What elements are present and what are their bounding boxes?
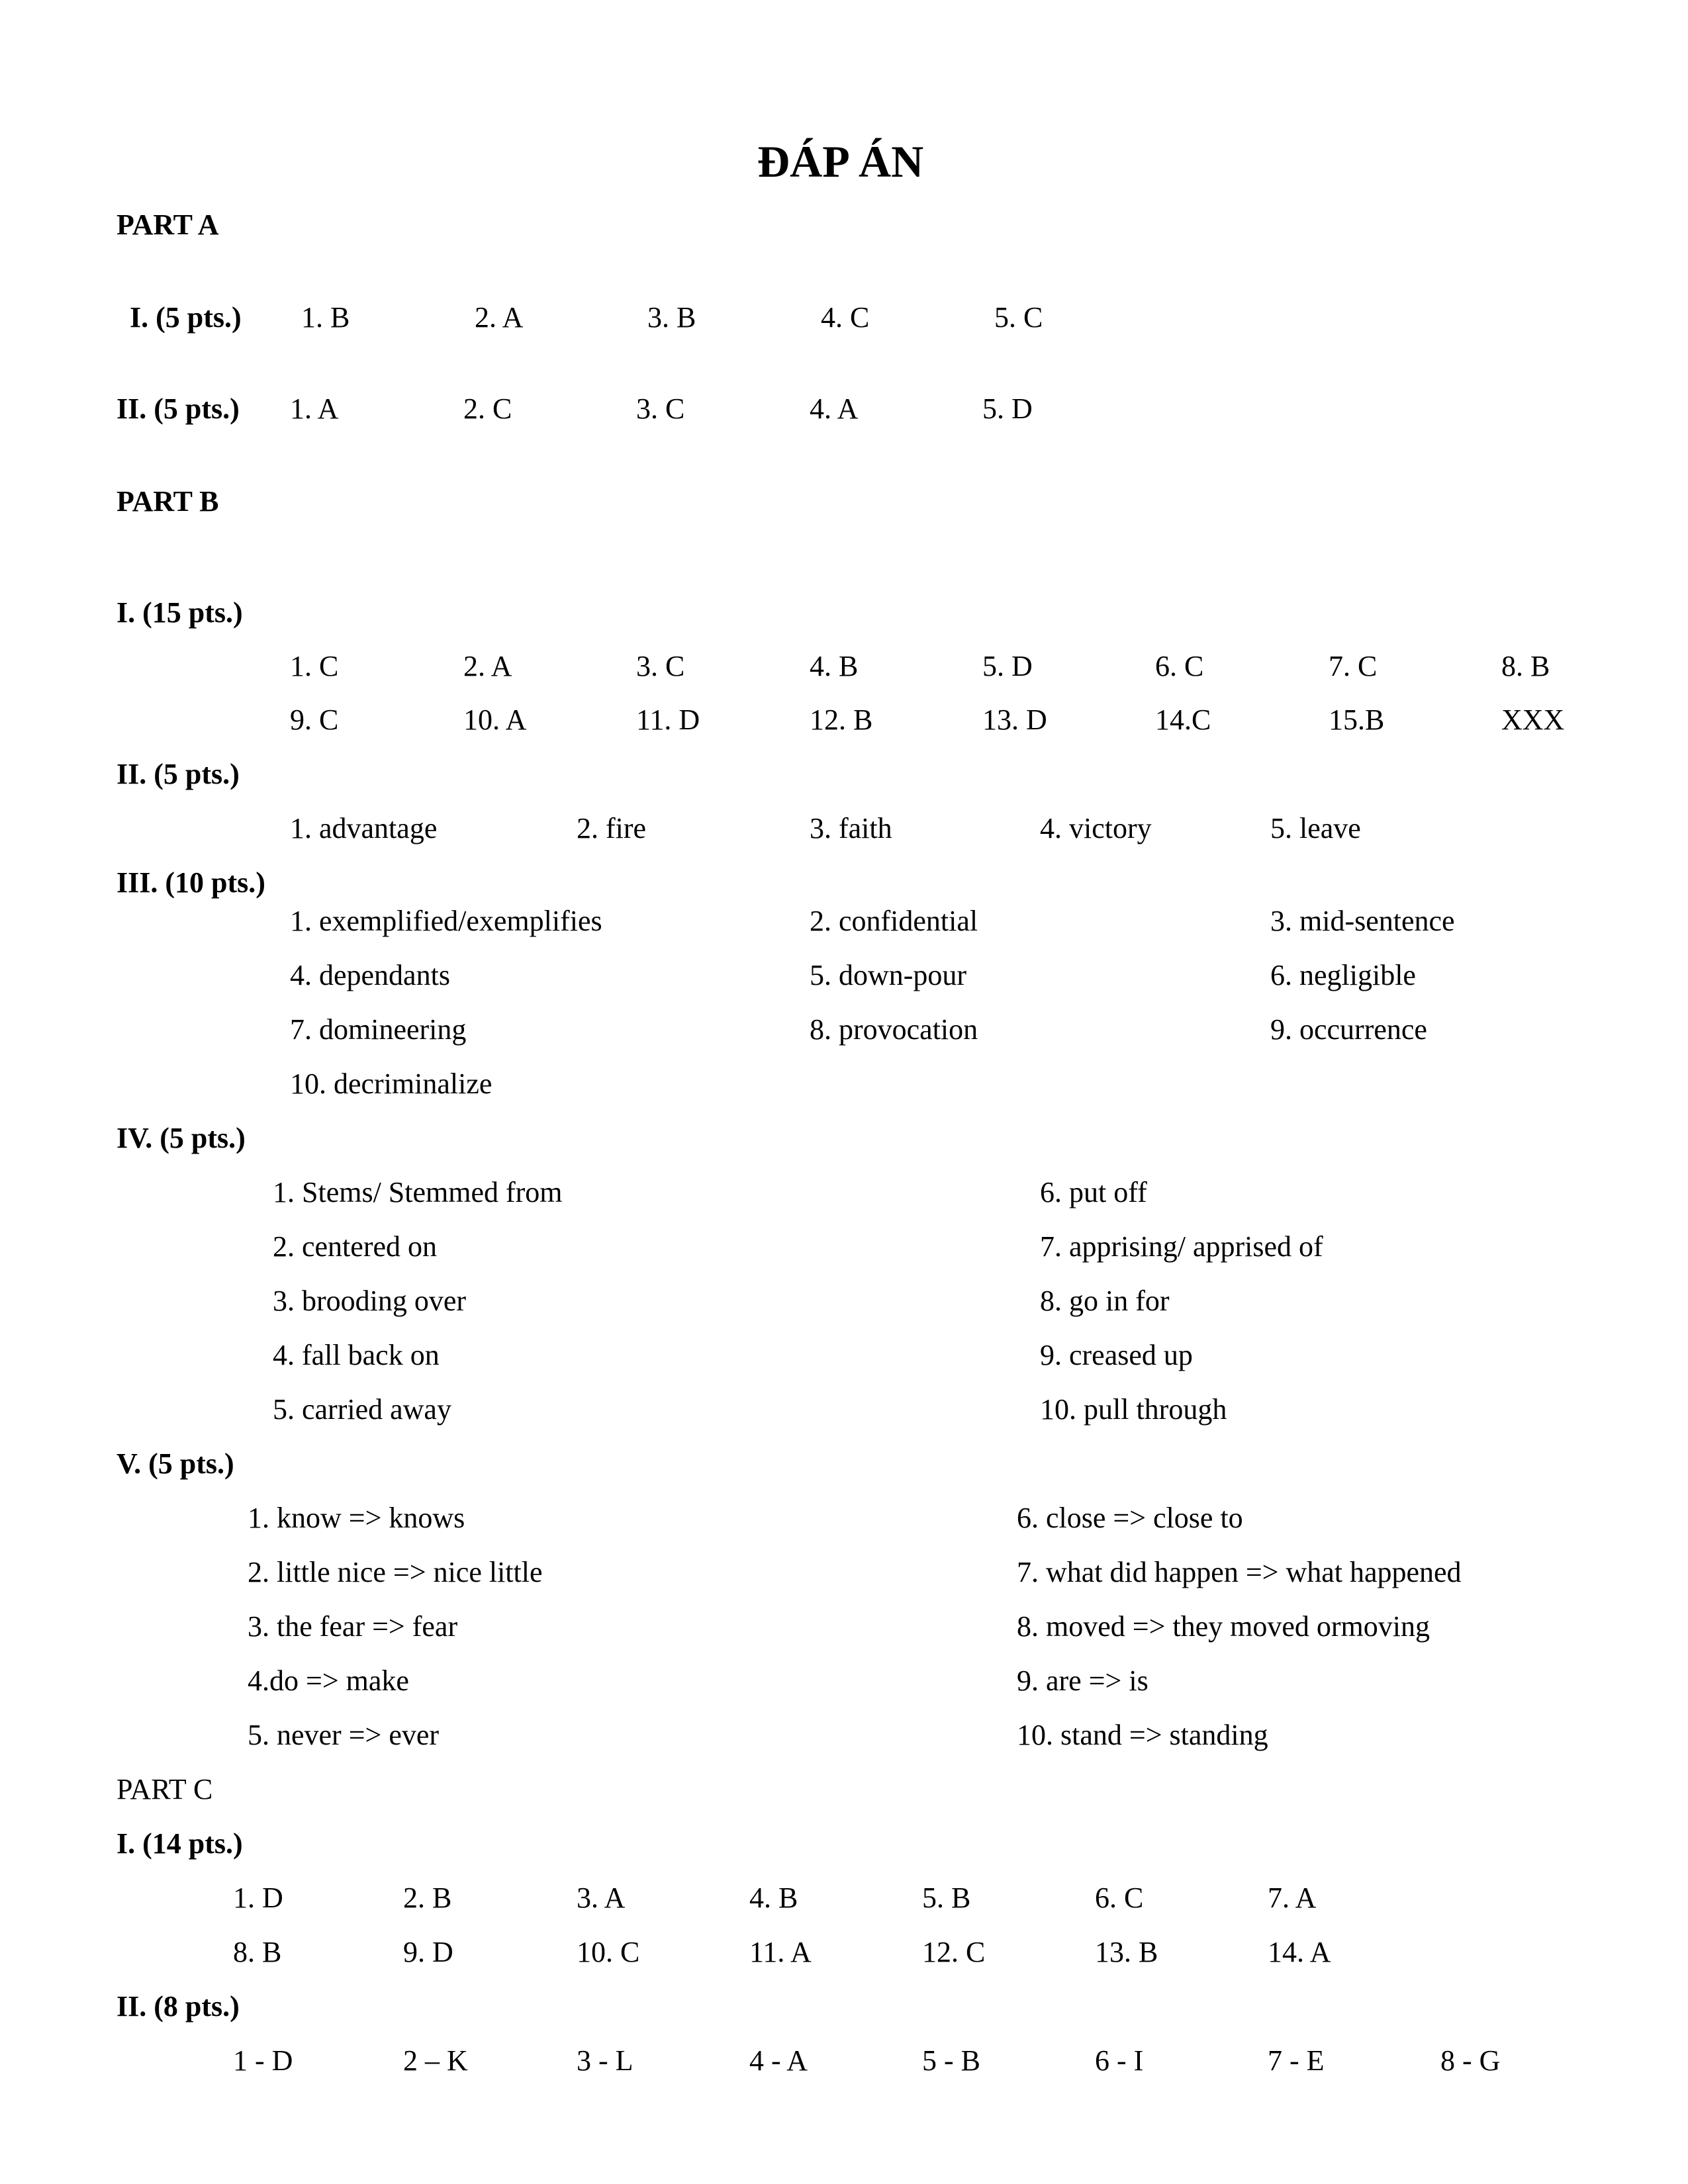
answer: 10. pull through	[1040, 1393, 1227, 1426]
answer: 6. put off	[1040, 1176, 1147, 1208]
answer: 4. A	[810, 392, 859, 425]
part-a-section-2-label: II. (5 pts.)	[117, 392, 240, 425]
answer: 4.do => make	[248, 1664, 409, 1697]
answer: 8. moved => they moved ormoving	[1017, 1610, 1430, 1643]
answer: 4. victory	[1040, 812, 1152, 844]
answer: 3 - L	[577, 2044, 633, 2077]
answer: 9. occurrence	[1270, 1013, 1427, 1046]
answer: 10. decriminalize	[290, 1068, 492, 1100]
answer: 2. C	[463, 392, 512, 425]
part-a-section-1-label: I. (5 pts.)	[130, 301, 242, 334]
part-a-heading: PART A	[117, 208, 219, 241]
answer: 6. negligible	[1270, 959, 1416, 991]
answer: 2. confidential	[810, 905, 978, 937]
answer: 14. A	[1268, 1936, 1331, 1968]
answer: 2. fire	[577, 812, 647, 844]
answer: 13. B	[1095, 1936, 1158, 1968]
answer: 10. A	[463, 704, 527, 736]
answer: 5. leave	[1270, 812, 1361, 844]
answer: 2. centered on	[273, 1230, 437, 1263]
answer: 10. stand => standing	[1017, 1719, 1268, 1751]
answer: 3. B	[647, 301, 696, 334]
answer: 5. D	[982, 392, 1033, 425]
part-b-heading: PART B	[117, 485, 219, 518]
part-b-section-5-label: V. (5 pts.)	[117, 1447, 234, 1480]
answer: 3. C	[636, 392, 685, 425]
answer: 5. D	[982, 650, 1033, 682]
answer: 10. C	[577, 1936, 640, 1968]
answer: 9. are => is	[1017, 1664, 1149, 1697]
answer: 5. C	[994, 301, 1043, 334]
answer: XXX	[1501, 704, 1565, 736]
answer: 1. C	[290, 650, 339, 682]
answer: 2. B	[403, 1882, 452, 1914]
page-title: ĐÁP ÁN	[757, 136, 924, 187]
answer: 4. C	[821, 301, 870, 334]
answer: 5 - B	[922, 2044, 980, 2077]
answer: 3. C	[636, 650, 685, 682]
answer: 8. go in for	[1040, 1285, 1170, 1317]
answer: 6. close => close to	[1017, 1502, 1243, 1534]
part-c-section-1-label: I. (14 pts.)	[117, 1827, 243, 1860]
answer: 9. C	[290, 704, 339, 736]
answer: 7 - E	[1268, 2044, 1325, 2077]
answer: 11. A	[749, 1936, 812, 1968]
answer: 8. B	[233, 1936, 282, 1968]
answer: 1 - D	[233, 2044, 293, 2077]
answer: 5. carried away	[273, 1393, 451, 1426]
answer: 4 - A	[749, 2044, 808, 2077]
answer: 4. fall back on	[273, 1339, 440, 1371]
answer: 14.C	[1155, 704, 1211, 736]
answer: 13. D	[982, 704, 1047, 736]
answer: 2 – K	[403, 2044, 468, 2077]
part-b-section-3-label: III. (10 pts.)	[117, 866, 265, 899]
answer: 3. faith	[810, 812, 892, 844]
answer: 5. never => ever	[248, 1719, 440, 1751]
part-b-section-4-label: IV. (5 pts.)	[117, 1122, 246, 1154]
answer: 12. B	[810, 704, 873, 736]
answer: 9. creased up	[1040, 1339, 1193, 1371]
answer: 1. Stems/ Stemmed from	[273, 1176, 563, 1208]
answer: 3. the fear => fear	[248, 1610, 458, 1643]
part-b-section-1-label: I. (15 pts.)	[117, 596, 243, 629]
answer: 6. C	[1095, 1882, 1144, 1914]
answer: 1. D	[233, 1882, 283, 1914]
answer: 12. C	[922, 1936, 986, 1968]
answer: 4. B	[749, 1882, 798, 1914]
answer: 1. exemplified/exemplifies	[290, 905, 602, 937]
answer: 6 - I	[1095, 2044, 1144, 2077]
answer: 3. brooding over	[273, 1285, 467, 1317]
answer: 7. domineering	[290, 1013, 467, 1046]
answer: 5. down-pour	[810, 959, 967, 991]
part-c-heading: PART C	[117, 1773, 213, 1805]
answer: 8 - G	[1440, 2044, 1501, 2077]
answer: 4. B	[810, 650, 859, 682]
answer: 1. advantage	[290, 812, 438, 844]
answer: 1. B	[301, 301, 350, 334]
answer: 7. C	[1329, 650, 1378, 682]
answer: 15.B	[1329, 704, 1385, 736]
answer: 8. provocation	[810, 1013, 978, 1046]
answer: 1. know => knows	[248, 1502, 465, 1534]
answer: 4. dependants	[290, 959, 450, 991]
answer: 9. D	[403, 1936, 453, 1968]
answer: 2. A	[475, 301, 524, 334]
answer: 7. what did happen => what happened	[1017, 1556, 1462, 1588]
answer: 3. A	[577, 1882, 626, 1914]
answer: 11. D	[636, 704, 700, 736]
answer: 2. little nice => nice little	[248, 1556, 543, 1588]
answer: 7. apprising/ apprised of	[1040, 1230, 1323, 1263]
answer: 8. B	[1501, 650, 1550, 682]
answer: 7. A	[1268, 1882, 1317, 1914]
answer: 2. A	[463, 650, 512, 682]
part-c-section-2-label: II. (8 pts.)	[117, 1990, 240, 2023]
answer: 3. mid-sentence	[1270, 905, 1455, 937]
answer: 1. A	[290, 392, 339, 425]
answer: 6. C	[1155, 650, 1204, 682]
answer: 5. B	[922, 1882, 971, 1914]
part-b-section-2-label: II. (5 pts.)	[117, 758, 240, 790]
